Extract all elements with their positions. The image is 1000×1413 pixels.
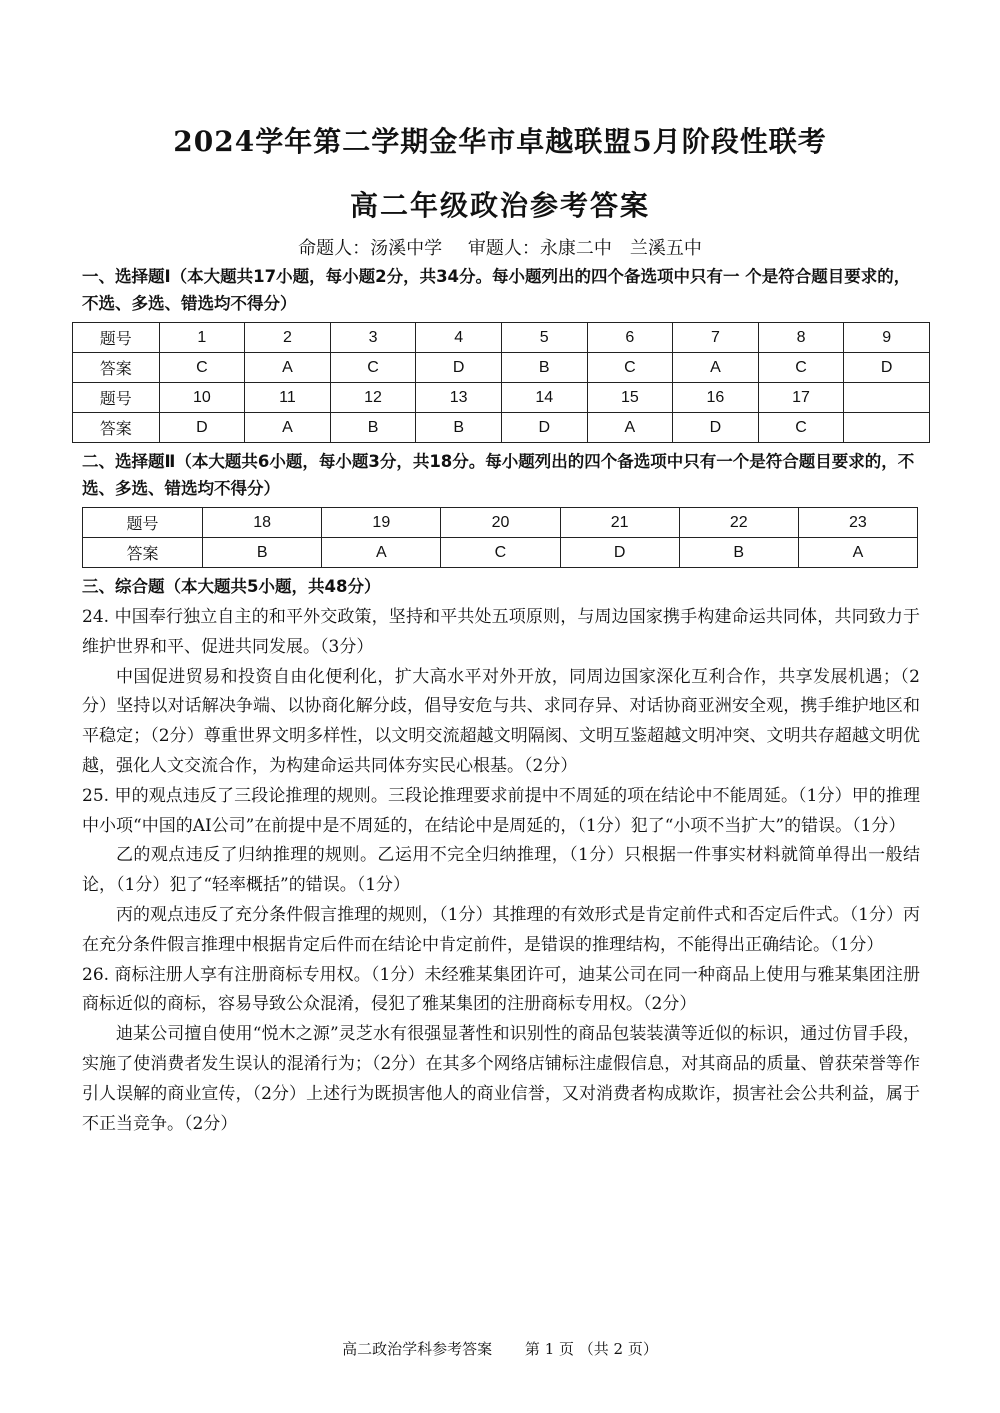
page-footer <box>0 1338 1000 1359</box>
answer-paragraph-q25: 25. 甲的观点违反了三段论推理的规则。三段论推理要求前提中不周延的项在结论中不能周延。（1分）甲的推理中小项“中国的AI公司”在前提中是不周延的，在结论中是周延的，（1分）犯了“小项不当扩大”的错误。（1分） <box>82 785 920 836</box>
table-row <box>83 508 918 538</box>
answer-cell: C <box>330 353 416 383</box>
authors-line <box>0 234 1000 260</box>
answer-body <box>82 603 920 1139</box>
table-row <box>73 413 930 443</box>
question-number: 12 <box>330 383 416 413</box>
question-number: 6 <box>587 323 673 353</box>
answer-cell: A <box>673 353 759 383</box>
answer-cell: A <box>798 538 917 568</box>
question-number: 4 <box>416 323 502 353</box>
question-number: 5 <box>501 323 587 353</box>
table-row <box>73 353 930 383</box>
question-number: 15 <box>587 383 673 413</box>
row-label: 题号 <box>73 383 160 413</box>
question-number: 8 <box>758 323 844 353</box>
row-label: 答案 <box>73 353 160 383</box>
answer-table-1 <box>72 322 930 443</box>
answer-cell: D <box>416 353 502 383</box>
answer-cell: B <box>501 353 587 383</box>
answer-cell <box>844 413 930 443</box>
answer-paragraph-q26: 26. 商标注册人享有注册商标专用权。（1分）未经雅某集团许可，迪某公司在同一种商品上使用与雅某集团注册商标近似的商标，容易导致公众混淆，侵犯了雅某集团的注册商标专用权。（2分） <box>82 964 920 1015</box>
answer-paragraph-q24: 24. 中国奉行独立自主的和平外交政策，坚持和平共处五项原则，与周边国家携手构建命运共同体，共同致力于维护世界和平、促进共同发展。（3分） <box>82 607 920 657</box>
section1-heading: 一、选择题Ⅰ（本大题共17小题，每小题2分，共34分。每小题列出的四个备选项中只有一 个是符合题目要求的，不选、多选、错选均不得分） <box>82 267 911 313</box>
answer-cell: D <box>159 413 245 443</box>
answer-cell: D <box>560 538 679 568</box>
row-label: 答案 <box>83 538 203 568</box>
section3-heading: 三、综合题（本大题共5小题，共48分） <box>82 577 381 596</box>
reviewer: 审题人：永康二中 兰溪五中 <box>467 238 702 259</box>
answer-table-2 <box>82 507 918 568</box>
question-number: 18 <box>203 508 322 538</box>
row-label: 题号 <box>73 323 160 353</box>
section2-heading: 二、选择题Ⅱ（本大题共6小题，每小题3分，共18分。每小题列出的四个备选项中只有一个是符合题目要求的，不选、多选、错选均不得分） <box>82 452 915 498</box>
footer-subject: 高二政治学科参考答案 <box>342 1340 493 1358</box>
answer-cell: A <box>245 353 331 383</box>
question-number: 2 <box>245 323 331 353</box>
question-number: 11 <box>245 383 331 413</box>
question-number: 7 <box>673 323 759 353</box>
question-number: 1 <box>159 323 245 353</box>
answer-cell: C <box>587 353 673 383</box>
table-row <box>83 538 918 568</box>
question-number: 14 <box>501 383 587 413</box>
answer-paragraph: 丙的观点违反了充分条件假言推理的规则，（1分）其推理的有效形式是肯定前件式和否定后件式。（1分）丙在充分条件假言推理中根据肯定后件而在结论中肯定前件，是错误的推理结构，不能得出正确结论。（1分） <box>82 904 920 955</box>
question-number: 21 <box>560 508 679 538</box>
setter: 命题人：汤溪中学 <box>298 238 443 259</box>
table-row <box>73 383 930 413</box>
answer-cell: D <box>673 413 759 443</box>
question-number: 22 <box>679 508 798 538</box>
answer-cell: B <box>416 413 502 443</box>
question-number: 23 <box>798 508 917 538</box>
document-title: 2024学年第二学期金华市卓越联盟5月阶段性联考 <box>173 125 827 158</box>
answer-cell: B <box>679 538 798 568</box>
answer-cell: A <box>245 413 331 443</box>
answer-cell: C <box>441 538 560 568</box>
question-number: 3 <box>330 323 416 353</box>
question-number: 19 <box>322 508 441 538</box>
question-number: 16 <box>673 383 759 413</box>
document-subtitle: 高二年级政治参考答案 <box>349 189 650 222</box>
row-label: 题号 <box>83 508 203 538</box>
answer-cell: C <box>758 413 844 443</box>
answer-paragraph: 中国促进贸易和投资自由化便利化，扩大高水平对外开放，同周边国家深化互利合作，共享发展机遇；（2分）坚持以对话解决争端、以协商化解分歧，倡导安危与共、求同存异、对话协商亚洲安全观，携手维护地区和平稳定；（2分）尊重世界文明多样性，以文明交流超越文明隔阂、文明互鉴超越文明冲突、文明共存超越文明优越，强化人文交流合作，为构建命运共同体夯实民心根基。（2分） <box>82 666 920 776</box>
question-number: 9 <box>844 323 930 353</box>
question-number <box>844 383 930 413</box>
question-number: 17 <box>758 383 844 413</box>
question-number: 10 <box>159 383 245 413</box>
question-number: 20 <box>441 508 560 538</box>
answer-paragraph: 迪某公司擅自使用“悦木之源”灵芝水有很强显著性和识别性的商品包装装潢等近似的标识，通过仿冒手段，实施了使消费者发生误认的混淆行为；（2分）在其多个网络店铺标注虚假信息，对其商品的质量、曾获荣誉等作引人误解的商业宣传，（2分）上述行为既损害他人的商业信誉，又对消费者构成欺诈，损害社会公共利益，属于不正当竞争。（2分） <box>82 1024 920 1134</box>
answer-cell: C <box>159 353 245 383</box>
answer-cell: D <box>501 413 587 443</box>
answer-cell: B <box>330 413 416 443</box>
page-number: 第 1 页 （共 2 页） <box>524 1340 658 1358</box>
answer-cell: D <box>844 353 930 383</box>
answer-cell: B <box>203 538 322 568</box>
row-label: 答案 <box>73 413 160 443</box>
answer-paragraph: 乙的观点违反了归纳推理的规则。乙运用不完全归纳推理，（1分）只根据一件事实材料就简单得出一般结论，（1分）犯了“轻率概括”的错误。（1分） <box>82 845 920 896</box>
table-row <box>73 323 930 353</box>
answer-cell: A <box>322 538 441 568</box>
answer-cell: A <box>587 413 673 443</box>
question-number: 13 <box>416 383 502 413</box>
answer-cell: C <box>758 353 844 383</box>
